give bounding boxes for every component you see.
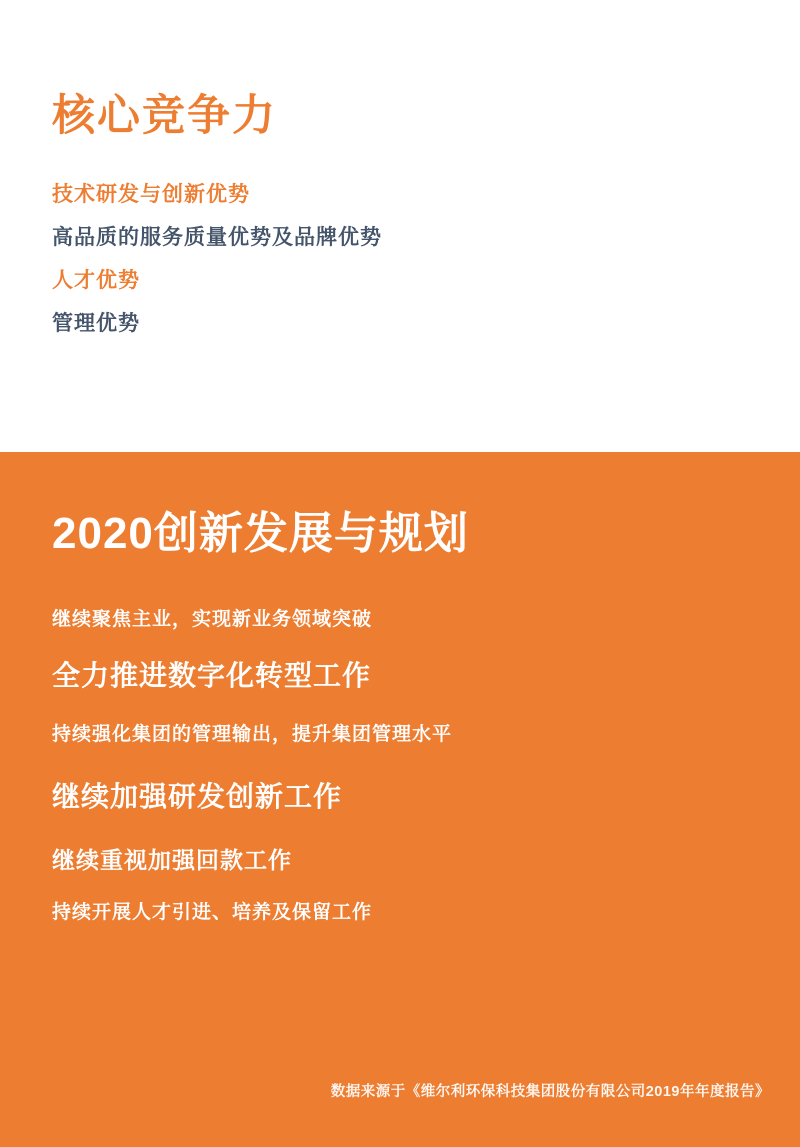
list-item-talent-advantage: 人才优势 [52, 269, 140, 292]
list-item-management-output: 持续强化集团的管理输出，提升集团管理水平 [52, 724, 453, 745]
plan-2020-list [52, 608, 760, 925]
list-item-talent-development: 持续开展人才引进、培养及保留工作 [52, 902, 373, 923]
list-item-payment-collection: 继续重视加强回款工作 [52, 847, 292, 873]
list-item-digital-transformation: 全力推进数字化转型工作 [52, 660, 372, 691]
core-competitiveness-section [0, 0, 800, 452]
data-source-note: 数据来源于《维尔利环保科技集团股份有限公司2019年年度报告》 [330, 1084, 770, 1100]
list-item-tech-rd-advantage: 技术研发与创新优势 [52, 183, 250, 206]
list-item-service-brand-advantage: 高品质的服务质量优势及品牌优势 [52, 226, 382, 249]
plan-2020-title: 2020创新发展与规划 [52, 509, 469, 558]
core-competitiveness-title: 核心竞争力 [52, 92, 277, 140]
plan-2020-section [0, 452, 800, 1147]
list-item-focus-main-business: 继续聚焦主业，实现新业务领域突破 [52, 609, 373, 630]
list-item-management-advantage: 管理优势 [52, 312, 140, 335]
core-competitiveness-list [52, 182, 760, 337]
list-item-rd-innovation: 继续加强研发创新工作 [52, 781, 343, 812]
